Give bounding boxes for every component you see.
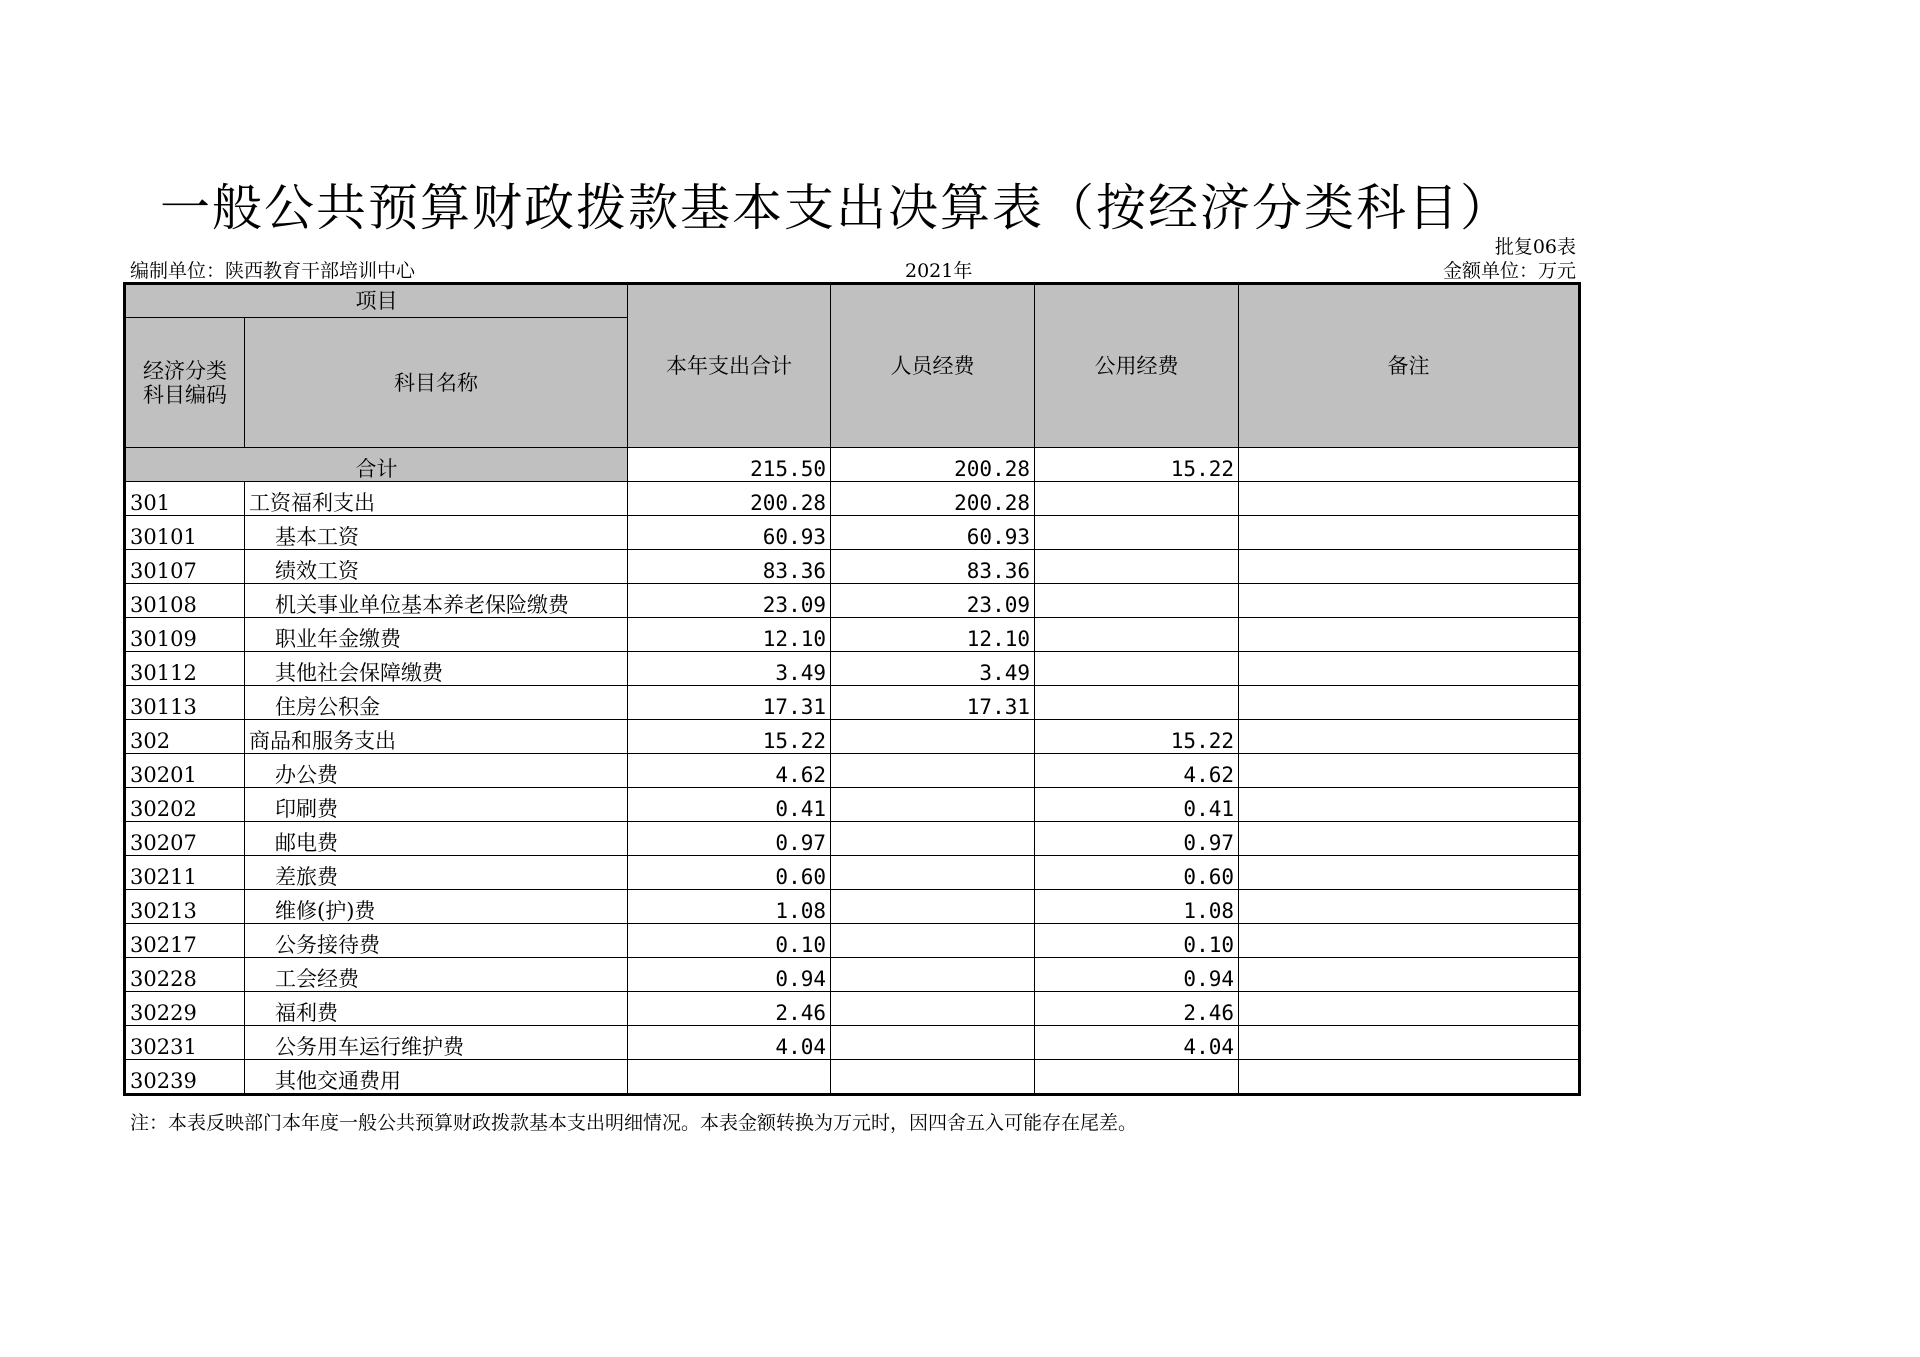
cell-code: 30229 bbox=[125, 992, 245, 1026]
cell-personnel: 17.31 bbox=[831, 686, 1035, 720]
cell-public bbox=[1035, 482, 1239, 516]
cell-total bbox=[628, 1060, 831, 1095]
cell-code: 30211 bbox=[125, 856, 245, 890]
cell-total: 17.31 bbox=[628, 686, 831, 720]
table-row bbox=[125, 1026, 1580, 1060]
cell-public: 15.22 bbox=[1035, 720, 1239, 754]
cell-personnel bbox=[831, 1060, 1035, 1095]
cell-code: 30231 bbox=[125, 1026, 245, 1060]
table-row bbox=[125, 890, 1580, 924]
table-row bbox=[125, 822, 1580, 856]
cell-remarks bbox=[1239, 686, 1580, 720]
cell-total: 0.41 bbox=[628, 788, 831, 822]
cell-total: 200.28 bbox=[628, 482, 831, 516]
cell-personnel bbox=[831, 720, 1035, 754]
cell-personnel bbox=[831, 1026, 1035, 1060]
cell-public: 0.97 bbox=[1035, 822, 1239, 856]
approval-number: 批复06表 bbox=[1494, 236, 1576, 258]
cell-public: 0.94 bbox=[1035, 958, 1239, 992]
cell-total: 0.60 bbox=[628, 856, 831, 890]
header-remarks: 备注 bbox=[1239, 284, 1580, 448]
cell-personnel: 23.09 bbox=[831, 584, 1035, 618]
report-year: 2021年 bbox=[905, 260, 973, 282]
table-row bbox=[125, 924, 1580, 958]
total-total: 215.50 bbox=[628, 448, 831, 482]
cell-public: 4.62 bbox=[1035, 754, 1239, 788]
cell-code: 30101 bbox=[125, 516, 245, 550]
amount-unit: 金额单位：万元 bbox=[1442, 260, 1576, 282]
cell-total: 83.36 bbox=[628, 550, 831, 584]
table-row bbox=[125, 992, 1580, 1026]
cell-name: 机关事业单位基本养老保险缴费 bbox=[245, 584, 628, 618]
cell-public: 1.08 bbox=[1035, 890, 1239, 924]
cell-name: 公务接待费 bbox=[245, 924, 628, 958]
cell-public bbox=[1035, 618, 1239, 652]
table-row bbox=[125, 550, 1580, 584]
cell-remarks bbox=[1239, 1060, 1580, 1095]
cell-total: 0.94 bbox=[628, 958, 831, 992]
table-row bbox=[125, 1060, 1580, 1095]
cell-name: 工会经费 bbox=[245, 958, 628, 992]
cell-code: 30108 bbox=[125, 584, 245, 618]
cell-code: 30112 bbox=[125, 652, 245, 686]
cell-public bbox=[1035, 550, 1239, 584]
cell-personnel: 60.93 bbox=[831, 516, 1035, 550]
cell-name: 绩效工资 bbox=[245, 550, 628, 584]
cell-public: 0.60 bbox=[1035, 856, 1239, 890]
cell-public: 0.10 bbox=[1035, 924, 1239, 958]
cell-personnel: 200.28 bbox=[831, 482, 1035, 516]
cell-public bbox=[1035, 686, 1239, 720]
cell-public bbox=[1035, 516, 1239, 550]
cell-personnel: 12.10 bbox=[831, 618, 1035, 652]
cell-remarks bbox=[1239, 788, 1580, 822]
cell-remarks bbox=[1239, 822, 1580, 856]
cell-total: 1.08 bbox=[628, 890, 831, 924]
table-row bbox=[125, 482, 1580, 516]
cell-remarks bbox=[1239, 618, 1580, 652]
cell-total: 12.10 bbox=[628, 618, 831, 652]
cell-remarks bbox=[1239, 856, 1580, 890]
cell-personnel bbox=[831, 924, 1035, 958]
cell-public bbox=[1035, 1060, 1239, 1095]
header-code: 经济分类科目编码 bbox=[125, 318, 245, 448]
cell-public: 2.46 bbox=[1035, 992, 1239, 1026]
cell-code: 30217 bbox=[125, 924, 245, 958]
cell-name: 职业年金缴费 bbox=[245, 618, 628, 652]
expenditure-table bbox=[123, 282, 1581, 1096]
cell-total: 2.46 bbox=[628, 992, 831, 1026]
cell-name: 办公费 bbox=[245, 754, 628, 788]
cell-total: 4.04 bbox=[628, 1026, 831, 1060]
cell-code: 302 bbox=[125, 720, 245, 754]
cell-remarks bbox=[1239, 720, 1580, 754]
cell-public bbox=[1035, 584, 1239, 618]
table-row bbox=[125, 686, 1580, 720]
cell-total: 0.10 bbox=[628, 924, 831, 958]
header-public: 公用经费 bbox=[1035, 284, 1239, 448]
table-row bbox=[125, 720, 1580, 754]
cell-name: 其他社会保障缴费 bbox=[245, 652, 628, 686]
table-row bbox=[125, 618, 1580, 652]
cell-remarks bbox=[1239, 754, 1580, 788]
cell-code: 30207 bbox=[125, 822, 245, 856]
cell-name: 住房公积金 bbox=[245, 686, 628, 720]
cell-personnel bbox=[831, 890, 1035, 924]
cell-public bbox=[1035, 652, 1239, 686]
cell-remarks bbox=[1239, 924, 1580, 958]
cell-code: 30113 bbox=[125, 686, 245, 720]
cell-personnel: 83.36 bbox=[831, 550, 1035, 584]
cell-code: 30109 bbox=[125, 618, 245, 652]
table-row bbox=[125, 584, 1580, 618]
cell-remarks bbox=[1239, 992, 1580, 1026]
cell-total: 60.93 bbox=[628, 516, 831, 550]
cell-total: 0.97 bbox=[628, 822, 831, 856]
cell-remarks bbox=[1239, 482, 1580, 516]
page-title: 一般公共预算财政拨款基本支出决算表（按经济分类科目） bbox=[160, 179, 1512, 237]
cell-personnel bbox=[831, 958, 1035, 992]
cell-total: 3.49 bbox=[628, 652, 831, 686]
header-name: 科目名称 bbox=[245, 318, 628, 448]
cell-code: 30107 bbox=[125, 550, 245, 584]
cell-personnel bbox=[831, 754, 1035, 788]
table-row bbox=[125, 652, 1580, 686]
table-row bbox=[125, 788, 1580, 822]
cell-name: 基本工资 bbox=[245, 516, 628, 550]
cell-personnel bbox=[831, 788, 1035, 822]
cell-remarks bbox=[1239, 584, 1580, 618]
cell-personnel bbox=[831, 992, 1035, 1026]
total-remarks bbox=[1239, 448, 1580, 482]
table-row bbox=[125, 516, 1580, 550]
cell-total: 15.22 bbox=[628, 720, 831, 754]
header-total: 本年支出合计 bbox=[628, 284, 831, 448]
cell-name: 福利费 bbox=[245, 992, 628, 1026]
table-row bbox=[125, 754, 1580, 788]
cell-personnel: 3.49 bbox=[831, 652, 1035, 686]
cell-name: 差旅费 bbox=[245, 856, 628, 890]
cell-public: 0.41 bbox=[1035, 788, 1239, 822]
cell-remarks bbox=[1239, 890, 1580, 924]
cell-personnel bbox=[831, 822, 1035, 856]
cell-name: 工资福利支出 bbox=[245, 482, 628, 516]
cell-code: 301 bbox=[125, 482, 245, 516]
cell-remarks bbox=[1239, 550, 1580, 584]
table-row bbox=[125, 958, 1580, 992]
total-personnel: 200.28 bbox=[831, 448, 1035, 482]
footnote: 注：本表反映部门本年度一般公共预算财政拨款基本支出明细情况。本表金额转换为万元时，因四舍五入可能存在尾差。 bbox=[130, 1112, 1138, 1134]
cell-name: 其他交通费用 bbox=[245, 1060, 628, 1095]
header-project: 项目 bbox=[125, 284, 628, 318]
cell-name: 邮电费 bbox=[245, 822, 628, 856]
total-label: 合计 bbox=[125, 448, 628, 482]
cell-name: 商品和服务支出 bbox=[245, 720, 628, 754]
total-row bbox=[125, 448, 1580, 482]
cell-name: 公务用车运行维护费 bbox=[245, 1026, 628, 1060]
cell-code: 30239 bbox=[125, 1060, 245, 1095]
cell-remarks bbox=[1239, 958, 1580, 992]
cell-code: 30201 bbox=[125, 754, 245, 788]
header-personnel: 人员经费 bbox=[831, 284, 1035, 448]
compiling-unit: 编制单位：陕西教育干部培训中心 bbox=[130, 260, 416, 282]
table-row bbox=[125, 856, 1580, 890]
cell-code: 30228 bbox=[125, 958, 245, 992]
cell-total: 4.62 bbox=[628, 754, 831, 788]
total-public: 15.22 bbox=[1035, 448, 1239, 482]
cell-total: 23.09 bbox=[628, 584, 831, 618]
cell-remarks bbox=[1239, 516, 1580, 550]
cell-remarks bbox=[1239, 1026, 1580, 1060]
header-row-group bbox=[125, 284, 1580, 318]
cell-name: 印刷费 bbox=[245, 788, 628, 822]
cell-personnel bbox=[831, 856, 1035, 890]
cell-code: 30213 bbox=[125, 890, 245, 924]
cell-remarks bbox=[1239, 652, 1580, 686]
cell-public: 4.04 bbox=[1035, 1026, 1239, 1060]
cell-name: 维修(护)费 bbox=[245, 890, 628, 924]
cell-code: 30202 bbox=[125, 788, 245, 822]
